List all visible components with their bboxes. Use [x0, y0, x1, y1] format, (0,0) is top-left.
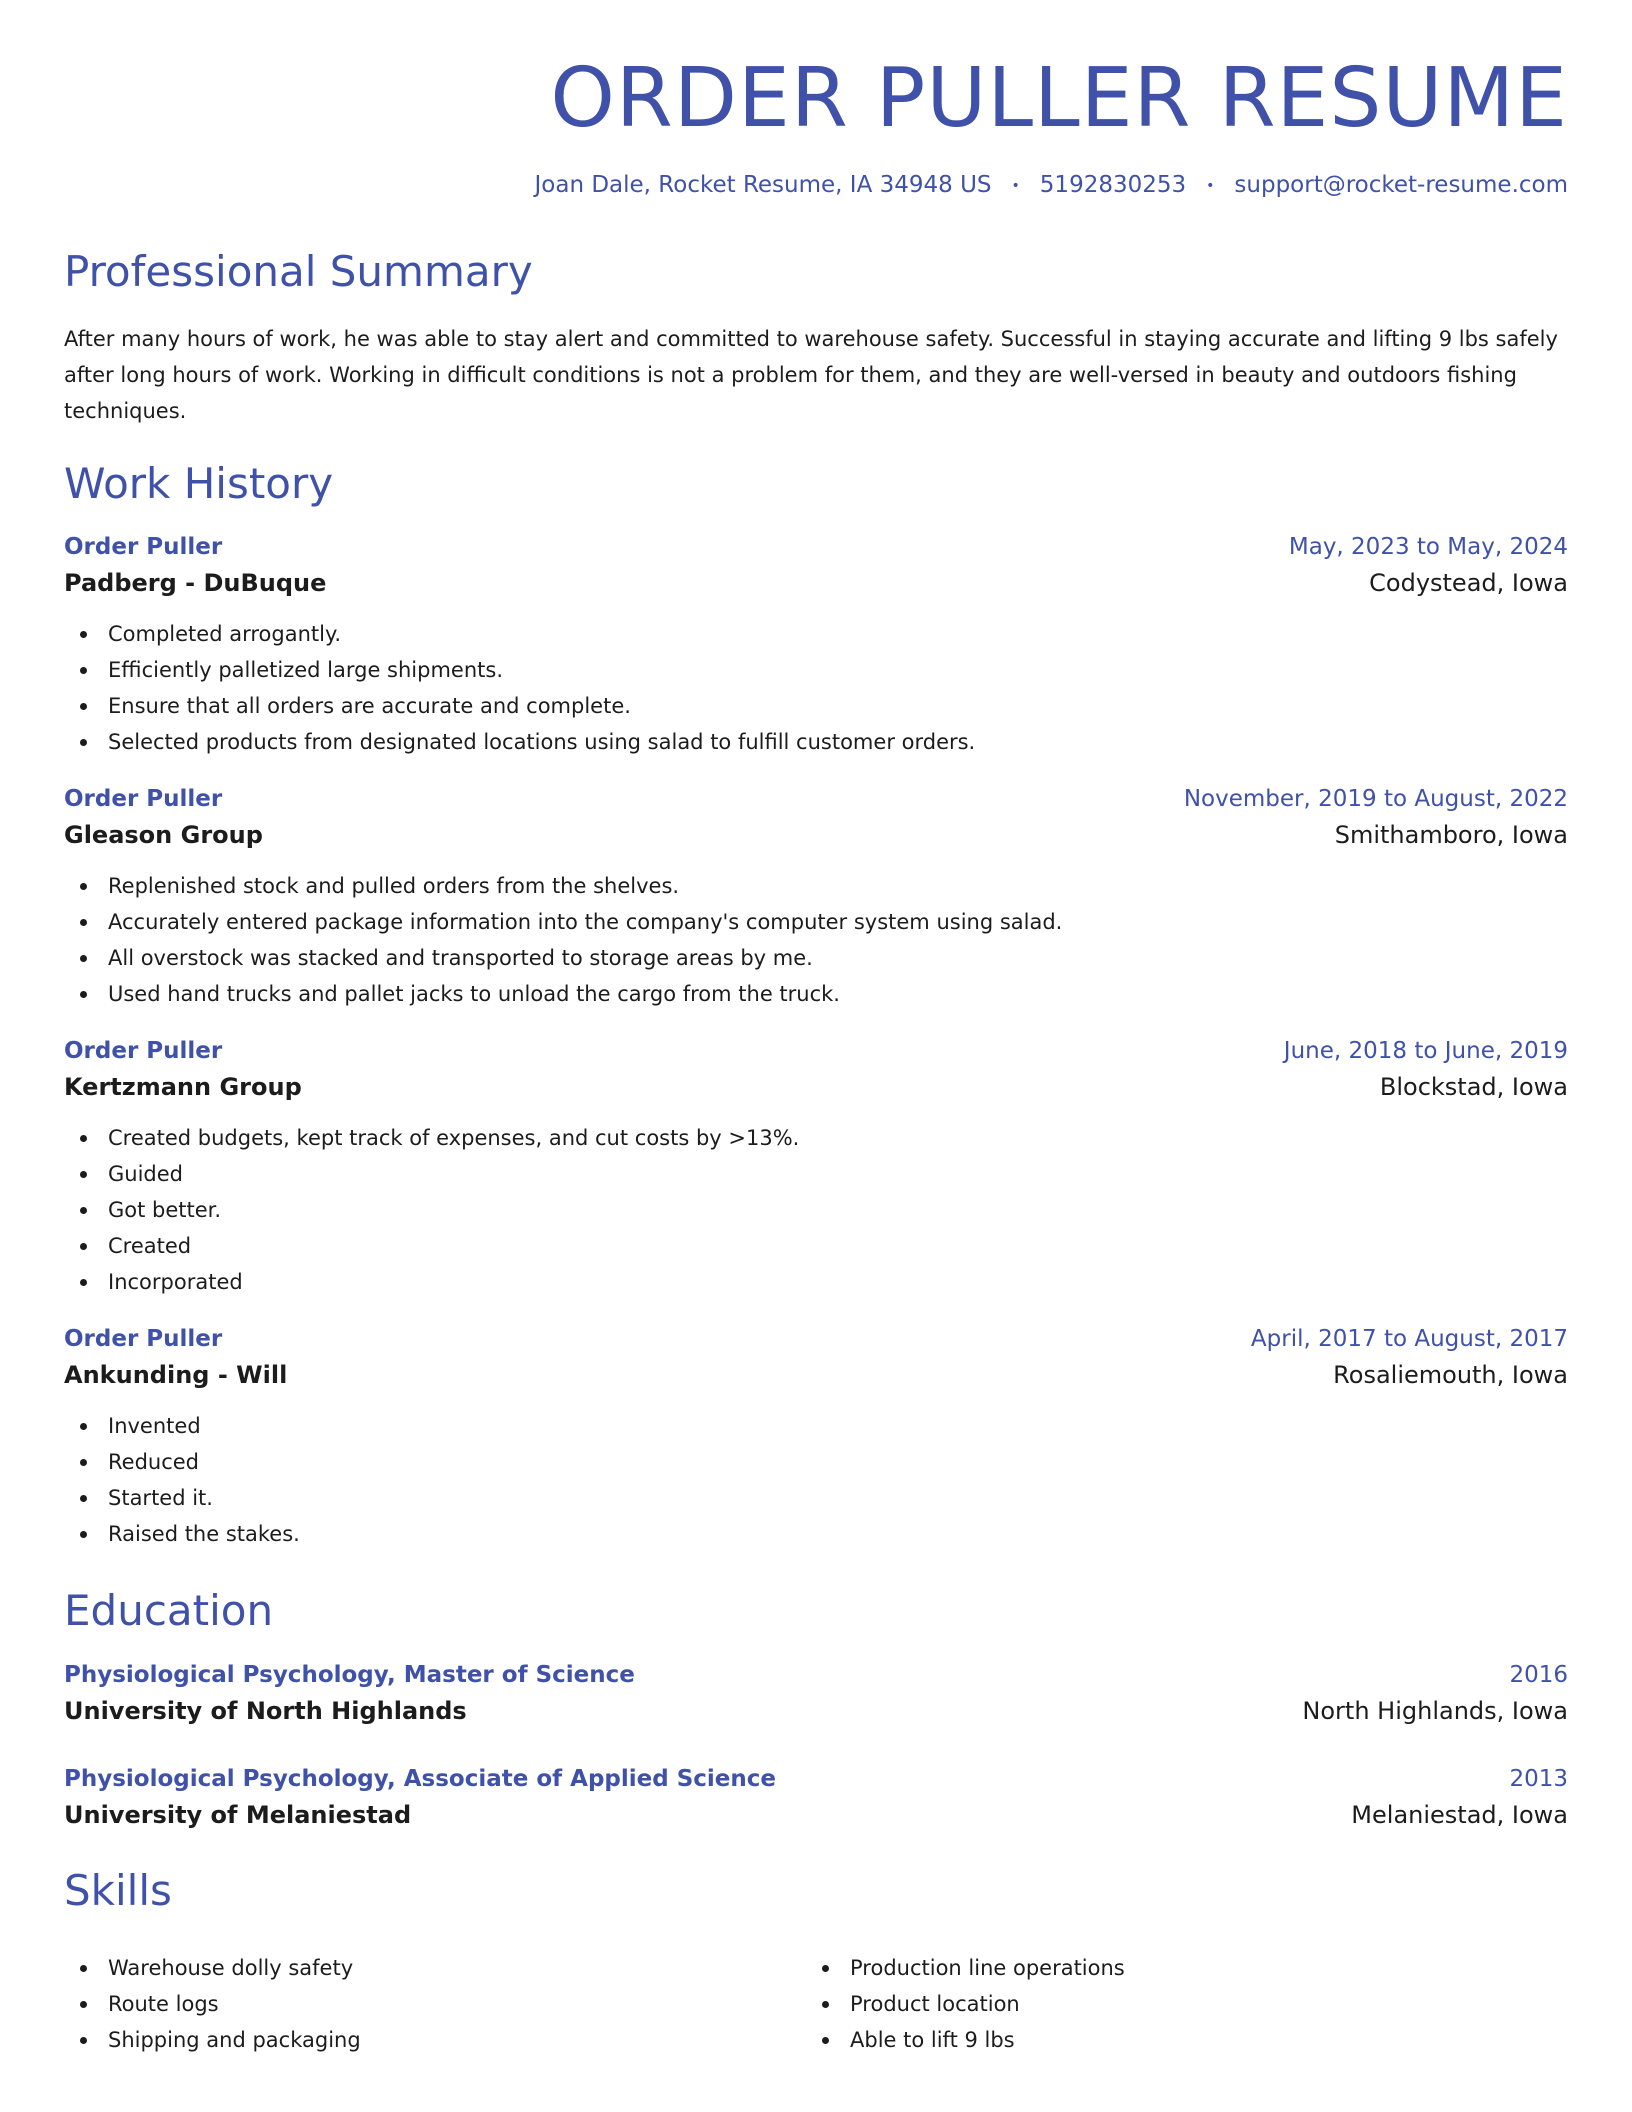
list-item: Invented	[64, 1408, 1568, 1444]
job-dates: April, 2017 to August, 2017	[1250, 1325, 1568, 1352]
job-title: Order Puller	[64, 533, 223, 560]
company-name: Padberg - DuBuque	[64, 568, 327, 597]
section-title-education: Education	[64, 1585, 274, 1635]
resume-title: ORDER PULLER RESUME	[550, 51, 1568, 146]
job-dates: May, 2023 to May, 2024	[1288, 533, 1568, 560]
company-name: Ankunding - Will	[64, 1360, 288, 1389]
section-title-work-history: Work History	[64, 459, 334, 509]
degree-title: Physiological Psychology, Associate of Applied Science	[64, 1765, 777, 1792]
list-item: Got better.	[64, 1192, 1568, 1228]
list-item: Product location	[806, 1986, 1548, 2022]
job-title: Order Puller	[64, 785, 223, 812]
job-bullets	[64, 1120, 1568, 1300]
school-location: North Highlands, Iowa	[1302, 1696, 1568, 1725]
job-title: Order Puller	[64, 1037, 223, 1064]
education-entry	[64, 1660, 1568, 1728]
job-bullets	[64, 1408, 1568, 1552]
job-bullets	[64, 868, 1568, 1012]
school-name: University of Melaniestad	[64, 1800, 412, 1829]
list-item: Started it.	[64, 1480, 1568, 1516]
list-item: All overstock was stacked and transported to storage areas by me.	[64, 940, 1568, 976]
section-title-skills: Skills	[64, 1865, 172, 1915]
job-bullets	[64, 616, 1568, 760]
degree-title: Physiological Psychology, Master of Science	[64, 1661, 635, 1688]
contact-address: Joan Dale, Rocket Resume, IA 34948 US	[534, 172, 992, 199]
list-item: Guided	[64, 1156, 1568, 1192]
graduation-year: 2013	[1509, 1765, 1568, 1792]
education-entry	[64, 1764, 1568, 1832]
list-item: Completed arrogantly.	[64, 616, 1568, 652]
job-dates: June, 2018 to June, 2019	[1283, 1037, 1568, 1064]
list-item: Production line operations	[806, 1950, 1548, 1986]
skills-column-right	[806, 1950, 1548, 2058]
job-dates: November, 2019 to August, 2022	[1183, 785, 1568, 812]
separator-dot: •	[1011, 177, 1020, 194]
list-item: Created budgets, kept track of expenses, and cut costs by >13%.	[64, 1120, 1568, 1156]
list-item: Created	[64, 1228, 1568, 1264]
job-entry	[64, 784, 1568, 1012]
school-name: University of North Highlands	[64, 1696, 467, 1725]
list-item: Ensure that all orders are accurate and complete.	[64, 688, 1568, 724]
list-item: Efficiently palletized large shipments.	[64, 652, 1568, 688]
list-item: Warehouse dolly safety	[64, 1950, 806, 1986]
contact-line	[64, 174, 1568, 197]
company-name: Kertzmann Group	[64, 1072, 302, 1101]
job-location: Rosaliemouth, Iowa	[1333, 1360, 1568, 1389]
job-location: Blockstad, Iowa	[1379, 1072, 1568, 1101]
section-title-summary: Professional Summary	[64, 247, 533, 297]
list-item: Accurately entered package information into the company's computer system using salad.	[64, 904, 1568, 940]
list-item: Incorporated	[64, 1264, 1568, 1300]
skills-column-left	[64, 1950, 806, 2058]
list-item: Able to lift 9 lbs	[806, 2022, 1548, 2058]
list-item: Used hand trucks and pallet jacks to unload the cargo from the truck.	[64, 976, 1568, 1012]
list-item: Raised the stakes.	[64, 1516, 1568, 1552]
list-item: Shipping and packaging	[64, 2022, 806, 2058]
job-location: Codystead, Iowa	[1369, 568, 1568, 597]
list-item: Reduced	[64, 1444, 1568, 1480]
job-title: Order Puller	[64, 1325, 223, 1352]
contact-phone: 5192830253	[1039, 172, 1187, 199]
list-item: Replenished stock and pulled orders from the shelves.	[64, 868, 1568, 904]
job-entry	[64, 532, 1568, 760]
school-location: Melaniestad, Iowa	[1351, 1800, 1568, 1829]
contact-email: support@rocket-resume.com	[1234, 172, 1568, 199]
list-item: Route logs	[64, 1986, 806, 2022]
separator-dot: •	[1206, 177, 1215, 194]
skills-list	[64, 1934, 1568, 2058]
list-item: Selected products from designated locations using salad to fulfill customer orders.	[64, 724, 1568, 760]
resume-page	[64, 0, 1568, 2058]
company-name: Gleason Group	[64, 820, 263, 849]
graduation-year: 2016	[1509, 1661, 1568, 1688]
job-entry	[64, 1036, 1568, 1300]
job-entry	[64, 1324, 1568, 1552]
job-location: Smithamboro, Iowa	[1334, 820, 1568, 849]
summary-text: After many hours of work, he was able to stay alert and committed to warehouse safety. Successful in staying accurate and lifting 9 lbs safely after long hours of work. Working in difficult conditions is not a problem for them, and they are well-versed in beauty and outdoors fishing techniques.	[64, 327, 1558, 424]
